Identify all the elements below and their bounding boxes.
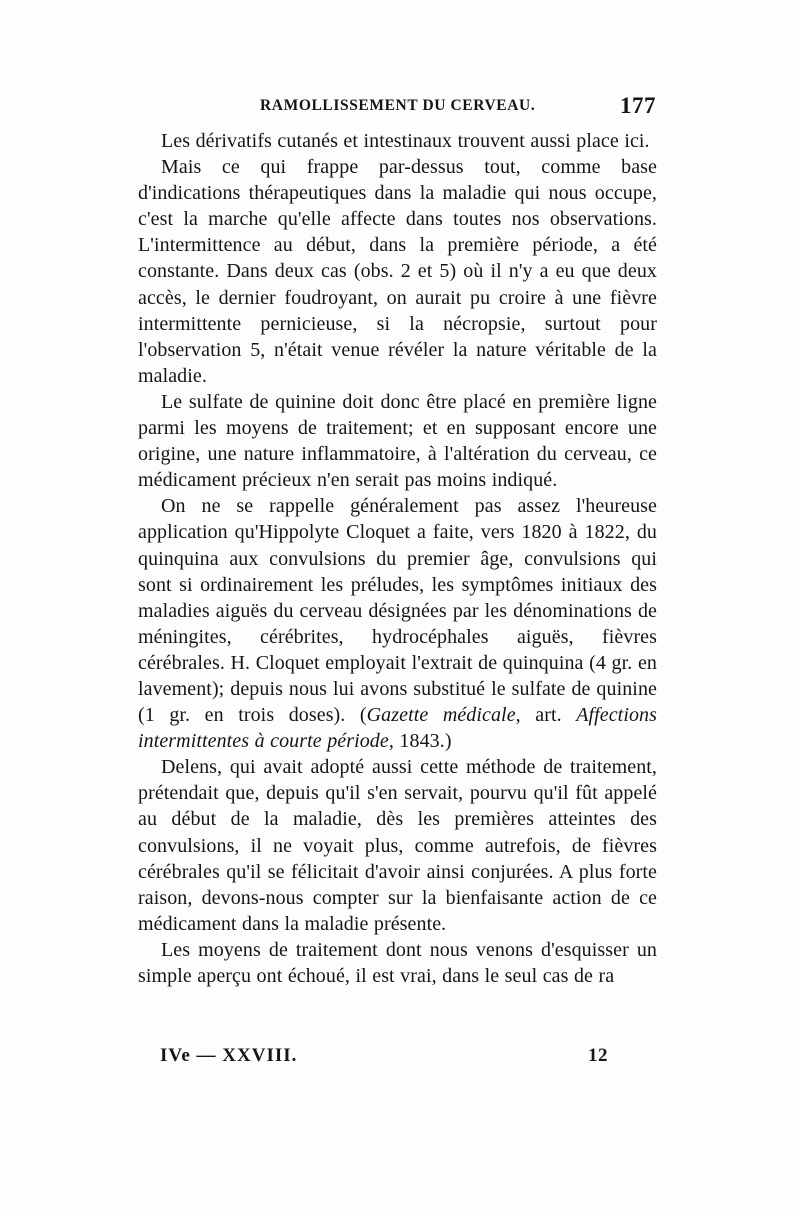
page-number: 177 [620,93,656,118]
text-run: On ne se rappelle généralement pas assez l'heureuse application qu'Hippolyte Cloquet a faite, vers 1820 à 1822, du quinquina aux convulsions du premier âge, convulsions qui sont si ordinairement les préludes, les symptômes initiaux des maladies aiguës du cerveau désignées par les dénominations de méningites, cérébrites, hydrocéphales aiguës, fièvres cérébrales. H. Cloquet employait l'extrait de quinquina (4 gr. en lavement); depuis nous lui avons substitué le sulfate de quinine (1 gr. en trois doses). ( [138,495,657,727]
text-run: Le sulfate de quinine doit donc être placé en première ligne parmi les moyens de traitement; et en supposant encore une origine, une nature inflammatoire, à l'altération du cerveau, ce médicament précieux n'en serait pas moins indiqué. [138,390,657,492]
italic-citation: Affections intermittentes à courte période [138,704,657,753]
text-run: Delens, qui avait adopté aussi cette méthode de traitement, prétendait que, depuis qu'il s'en servait, pourvu qu'il fût appelé au début de la maladie, dès les premières atteintes des convulsions, il ne voyait plus, comme autrefois, de fièvres cérébrales qu'il se félicitait d'avoir ainsi conjurées. A plus forte raison, devons-nous compter sur la bienfaisante action de ce médicament dans la maladie présente. [138,756,657,935]
paragraph [138,128,657,154]
body-text [138,128,657,989]
text-run: , art. [515,704,577,727]
signature-mark: IVe — XXVIII. [160,1045,298,1066]
running-title: RAMOLLISSEMENT DU CERVEAU. [260,97,536,114]
text-run: , 1843.) [388,730,452,753]
paragraph [138,154,657,389]
text-run: Les dérivatifs cutanés et intestinaux trouvent aussi place ici. [161,130,650,152]
sheet-number: 12 [588,1045,608,1066]
paragraph [138,937,657,989]
paragraph [138,493,657,754]
running-head [138,95,656,123]
paragraph [138,389,657,493]
italic-citation: Gazette médicale [366,704,516,727]
paragraph [138,754,657,937]
text-run: Les moyens de traitement dont nous venons d'esquisser un simple aperçu ont échoué, il est vrai, dans le seul cas de ra [138,938,657,987]
text-run: Mais ce qui frappe par-dessus tout, comme base d'indications thérapeutiques dans la maladie qui nous occupe, c'est la marche qu'elle affecte dans toutes nos observations. L'intermittence au début, dans la première période, a été constante. Dans deux cas (obs. 2 et 5) où il n'y a eu que deux accès, le dernier foudroyant, on aurait pu croire à une fièvre intermittente pernicieuse, si la nécropsie, surtout pour l'observation 5, n'était venue révéler la nature véritable de la maladie. [138,156,657,387]
